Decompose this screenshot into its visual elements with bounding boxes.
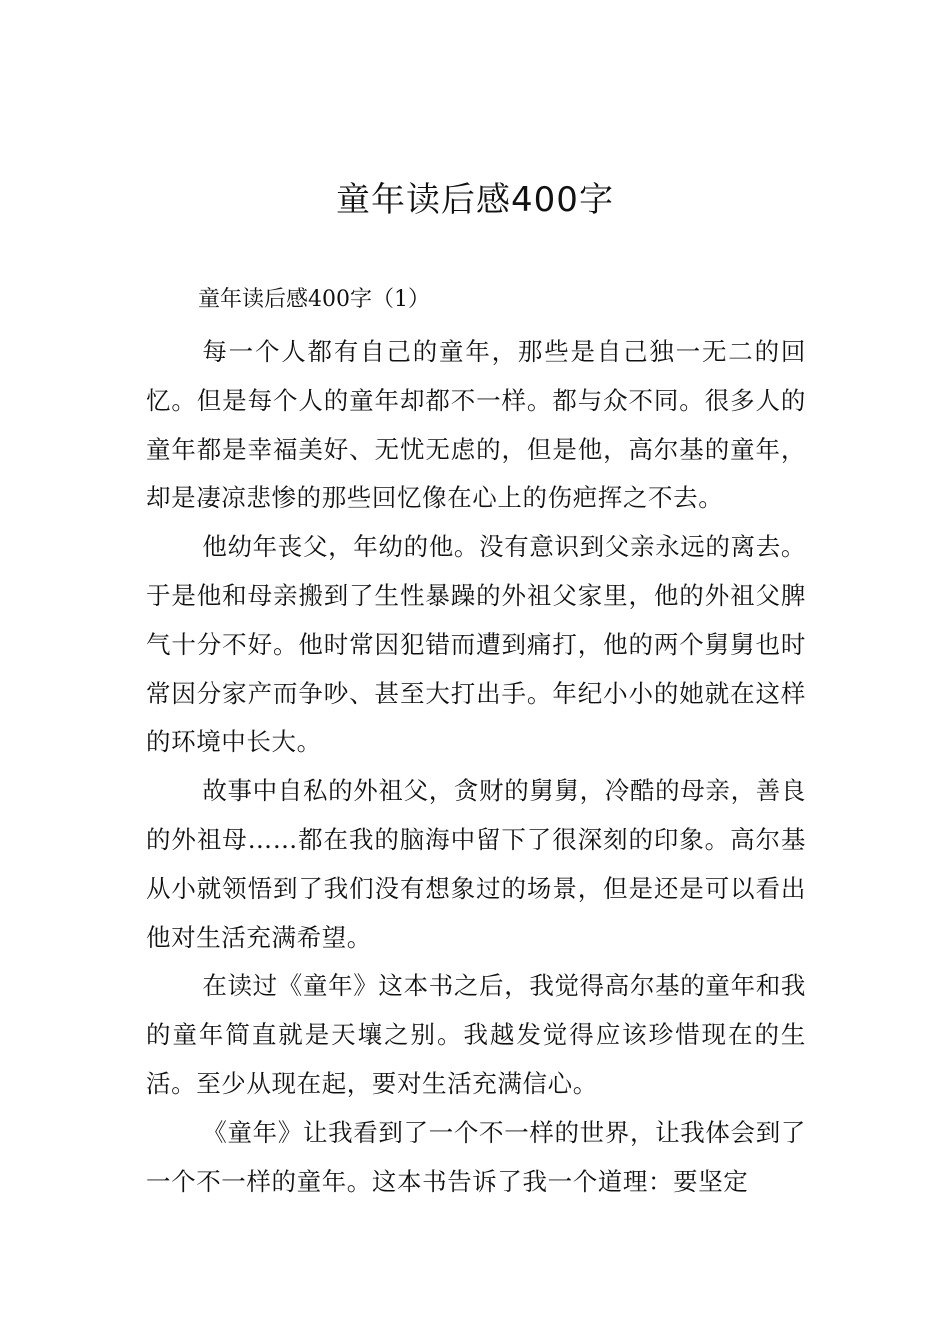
paragraph-2: 他幼年丧父，年幼的他。没有意识到父亲永远的离去。于是他和母亲搬到了生性暴躁的外祖父家里，他的外祖父脾气十分不好。他时常因犯错而遭到痛打，他的两个舅舅也时常因分家产而争吵、甚至大打出手。年纪小小的她就在这样的环境中长大。 (146, 532, 806, 757)
paragraph-1: 每一个人都有自己的童年，那些是自己独一无二的回忆。但是每个人的童年却都不一样。都与众不同。很多人的童年都是幸福美好、无忧无虑的，但是他，高尔基的童年，却是凄凉悲惨的那些回忆像在心上的伤疤挥之不去。 (146, 337, 806, 513)
section-subtitle: 童年读后感400字（1） (198, 287, 430, 312)
document-title: 童年读后感400字 (336, 180, 614, 220)
paragraph-3: 故事中自私的外祖父，贪财的舅舅，冷酷的母亲，善良的外祖母……都在我的脑海中留下了很深刻的印象。高尔基从小就领悟到了我们没有想象过的场景，但是还是可以看出他对生活充满希望。 (146, 776, 806, 952)
paragraph-4: 在读过《童年》这本书之后，我觉得高尔基的童年和我的童年简直就是天壤之别。我越发觉得应该珍惜现在的生活。至少从现在起，要对生活充满信心。 (146, 971, 806, 1098)
document-body (146, 328, 806, 1206)
paragraph-5: 《童年》让我看到了一个不一样的世界，让我体会到了一个不一样的童年。这本书告诉了我一个道理：要坚定 (146, 1117, 806, 1196)
